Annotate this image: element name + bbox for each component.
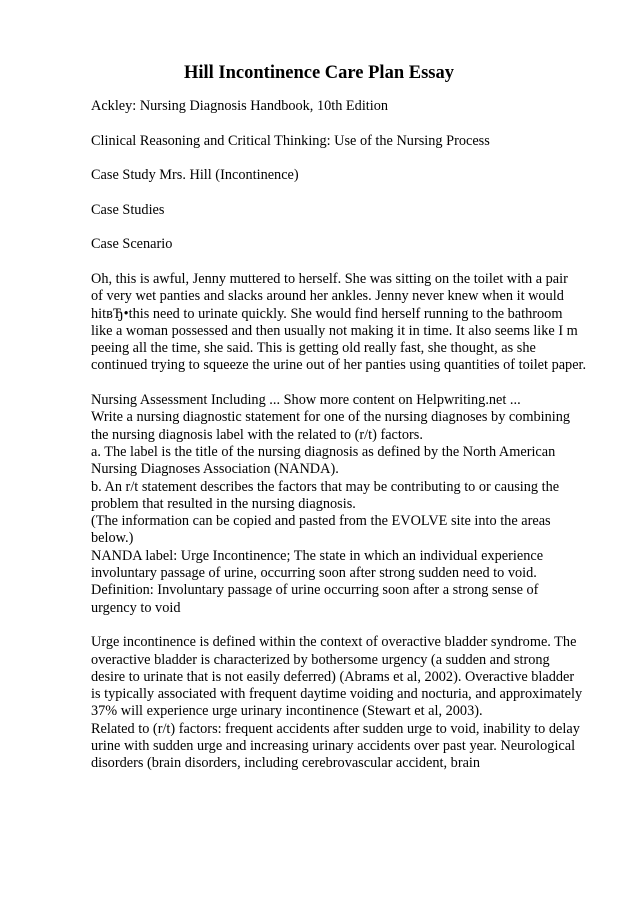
body-text-line: b. An r/t statement describes the factors that may be contributing to or causing the (91, 478, 560, 495)
body-text-line: Case Study Mrs. Hill (Incontinence) (91, 167, 299, 184)
paragraph-gap (91, 150, 601, 167)
body-text-line: Write a nursing diagnostic statement for one of the nursing diagnoses by combining (91, 409, 571, 426)
body-text-line: Case Studies (91, 201, 165, 218)
body-text-line: urgency to void (91, 599, 181, 616)
body-text-line: Case Scenario (91, 236, 173, 253)
body-text-line: hitвЂ•this need to urinate quickly. She would find herself running to the bathroom (91, 305, 563, 322)
body-text-line: urine with sudden urge and increasing urinary accidents over past year. Neurological (91, 737, 576, 754)
document-title: Hill Incontinence Care Plan Essay (184, 63, 454, 83)
body-text-line: peeing all the time, she said. This is getting old really fast, she thought, as she (91, 340, 536, 357)
body-text-line: involuntary passage of urine, occurring soon after strong sudden need to void. (91, 565, 537, 582)
body-text-line: Nursing Diagnoses Association (NANDA). (91, 461, 339, 478)
body-text-line: below.) (91, 530, 134, 547)
body-text-line: like a woman possessed and then usually not making it in time. It also seems like I m (91, 322, 578, 339)
body-text-line: desire to urinate that is not easily deferred) (Abrams et al, 2002). Overactive bladder (91, 668, 575, 685)
body-text-line: NANDA label: Urge Incontinence; The state in which an individual experience (91, 547, 544, 564)
body-text-line: disorders (brain disorders, including cerebrovascular accident, brain (91, 755, 481, 772)
paragraph-gap (91, 219, 601, 236)
paragraph-gap (91, 115, 601, 132)
document-body (91, 98, 601, 773)
body-text-line: Clinical Reasoning and Critical Thinking: Use of the Nursing Process (91, 132, 490, 149)
body-text-line: continued trying to squeeze the urine out of her panties using quantities of toilet paper. (91, 357, 587, 374)
body-text-line: the nursing diagnosis label with the related to (r/t) factors. (91, 426, 423, 443)
body-text-line: Ackley: Nursing Diagnosis Handbook, 10th Edition (91, 98, 389, 114)
body-text-line: problem that resulted in the nursing diagnosis. (91, 495, 356, 512)
paragraph-gap (91, 254, 601, 271)
body-text-line: 37% will experience urge urinary incontinence (Stewart et al, 2003). (91, 703, 483, 720)
paragraph-gap (91, 617, 601, 634)
body-text-line: is typically associated with frequent daytime voiding and nocturia, and approximately (91, 686, 583, 703)
body-text-line: of very wet panties and slacks around her ankles. Jenny never knew when it would (91, 288, 564, 305)
paragraph-gap (91, 184, 601, 201)
body-text-line: Definition: Involuntary passage of urine occurring soon after a strong sense of (91, 582, 539, 599)
body-text-line: Oh, this is awful, Jenny muttered to herself. She was sitting on the toilet with a pair (91, 270, 568, 287)
paragraph-gap (91, 375, 601, 392)
body-text-line: Nursing Assessment Including ... Show more content on Helpwriting.net ... (91, 392, 521, 409)
body-text-line: Related to (r/t) factors: frequent accidents after sudden urge to void, inability to delay (91, 720, 580, 737)
body-text-line: a. The label is the title of the nursing diagnosis as defined by the North American (91, 443, 556, 460)
body-text-line: overactive bladder is characterized by bothersome urgency (a sudden and strong (91, 651, 550, 668)
body-text-line: Urge incontinence is defined within the context of overactive bladder syndrome. The (91, 634, 577, 651)
body-text-line: (The information can be copied and pasted from the EVOLVE site into the areas (91, 513, 551, 530)
